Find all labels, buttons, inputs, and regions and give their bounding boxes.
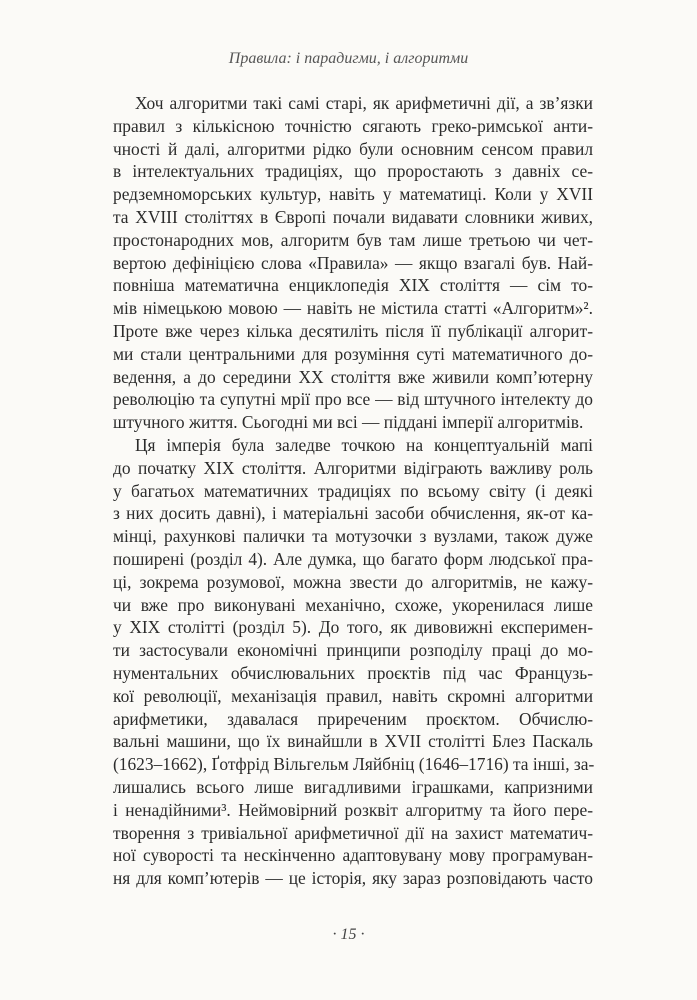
text-line: і ненадійними³. Неймовірний розквіт алгоритму та його пере- bbox=[113, 799, 593, 820]
text-line: штучного життя. Сьогодні ми всі — піддані імперії алгоритмів. bbox=[113, 412, 584, 433]
text-line: редземноморських культур, навіть у математиці. Коли у XVII bbox=[113, 184, 593, 205]
text-line: правил з кількісною точністю сягають греко-римської анти- bbox=[113, 115, 593, 136]
text-line: ня для комп’ютерів — це історія, яку зараз розповідають часто bbox=[113, 868, 593, 889]
text-line: мів німецькою мовою — навіть не містила статті «Алгоритм»². bbox=[113, 298, 593, 319]
text-line: нументальних обчислювальних проєктів під час Французь- bbox=[113, 662, 593, 683]
text-line: ведення, а до середини XX століття вже живили комп’ютерну bbox=[113, 366, 593, 387]
text-line: (1623–1662), Ґотфрід Вільгельм Ляйбніц (1646–1716) та інші, за- bbox=[113, 754, 595, 775]
paragraph-2 bbox=[113, 434, 593, 890]
text-line: чи вже про виконувані механічно, схоже, укоренилася лише bbox=[113, 594, 593, 615]
text-line: у XIX столітті (розділ 5). До того, як дивовижні експеримен- bbox=[113, 617, 593, 638]
text-line: у багатьох математичних традиціях по всьому світу (і деякі bbox=[113, 480, 593, 501]
running-head: Правила: і парадигми, і алгоритми bbox=[228, 50, 469, 67]
text-line: до початку XIX століття. Алгоритми відіграють важливу роль bbox=[113, 457, 593, 478]
text-line: творення з тривіальної арифметичної дії на захист математич- bbox=[113, 822, 593, 843]
text-line: Проте вже через кілька десятиліть після її публікації алгорит- bbox=[113, 320, 593, 341]
text-line: арифметики, здавалася приреченим проєктом. Обчислю- bbox=[113, 708, 593, 729]
text-line: революцію та супутні мрії про все — від штучного інтелекту до bbox=[113, 389, 593, 410]
body-text bbox=[113, 92, 593, 890]
text-line: вальні машини, що їх винайшли в XVII столітті Блез Паскаль bbox=[113, 731, 593, 752]
text-line: Хоч алгоритми такі самі старі, як арифметичні дії, а зв’язки bbox=[135, 93, 593, 113]
text-line: чності й далі, алгоритми рідко були основним сенсом правил bbox=[113, 138, 593, 159]
text-line: Ця імперія була заледве точкою на концептуальній мапі bbox=[135, 434, 593, 455]
text-line: та XVIII століттях в Європі почали видавати словники живих, bbox=[113, 206, 593, 227]
text-line: в інтелектуальних традиціях, що проростають з давніх се- bbox=[113, 161, 593, 182]
text-line: повніша математична енциклопедія XIX століття — сім то- bbox=[113, 275, 593, 296]
text-line: лишались всього лише вигадливими іграшками, капризними bbox=[113, 776, 593, 797]
text-line: ти застосували економічні принципи розподілу праці до мо- bbox=[113, 640, 593, 661]
text-line: кої революції, механізація правил, навіть скромні алгоритми bbox=[113, 685, 593, 706]
text-line: простонародних мов, алгоритм був там лише третьою чи чет- bbox=[113, 229, 593, 250]
text-line: ці, зокрема розумової, можна звести до алгоритмів, не кажу- bbox=[113, 571, 593, 592]
text-line: поширені (розділ 4). Але думка, що багато форм людської пра- bbox=[113, 548, 593, 569]
text-line: ної суворості та нескінченно адаптовувану мову програмуван- bbox=[113, 845, 593, 866]
page-number: · 15 · bbox=[332, 926, 365, 943]
text-line: з них досить давні), і матеріальні засоби обчислення, як-от ка- bbox=[113, 503, 593, 524]
text-line: мінці, рахункові палички та мотузочки з вузлами, також дуже bbox=[113, 526, 593, 547]
paragraph-1 bbox=[113, 92, 593, 434]
text-line: ми стали центральними для розуміння суті математичного до- bbox=[113, 343, 593, 364]
text-line: вертою дефініцією слова «Правила» — якщо взагалі був. Най- bbox=[113, 252, 593, 273]
